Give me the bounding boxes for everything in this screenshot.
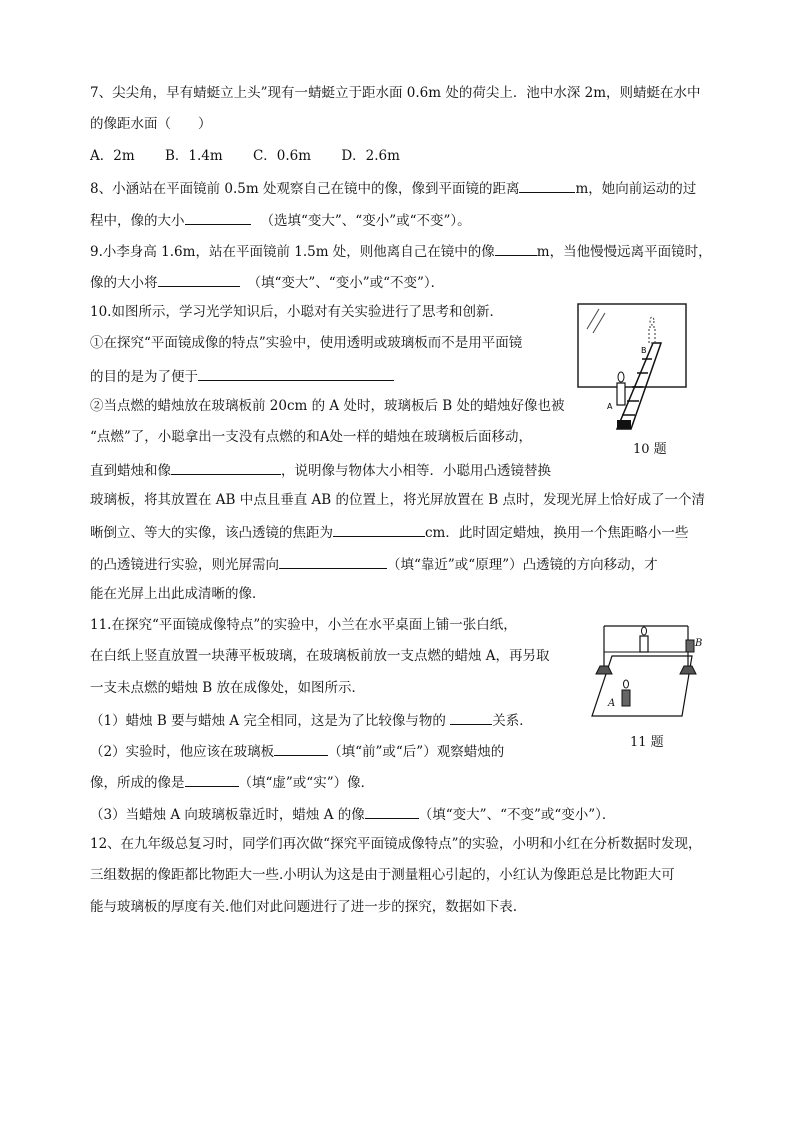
q11-blank-relation[interactable] — [450, 710, 492, 725]
figure-11-caption: 11 题 — [630, 735, 664, 750]
figure-10 — [577, 303, 687, 437]
q7-option-b[interactable]: B．1.4m — [164, 148, 223, 164]
q9-blank-distance[interactable] — [495, 241, 537, 256]
q11-part-2-line-1: （2）实验时，他应该在玻璃板 （填“前”或“后”）观察蜡烛的 — [90, 741, 504, 761]
q11-line-2: 在白纸上竖直放置一块薄平板玻璃，在玻璃板前放一支点燃的蜡烛 A，再另取 — [90, 648, 550, 664]
q10-blank-purpose[interactable] — [198, 366, 394, 381]
q10-line-5: “点燃”了，小聪拿出一支没有点燃的和A处一样的蜡烛在玻璃板后面移动， — [90, 429, 533, 445]
q10-blank-coincide[interactable] — [171, 460, 281, 475]
q11-blank-image-type[interactable] — [185, 772, 239, 787]
q12-line-3: 能与玻璃板的厚度有关.他们对此问题进行了进一步的探究，数据如下表. — [90, 899, 518, 915]
q11-part-2-line-2: 像，所成的像是 （填“虚”或“实”）像． — [90, 772, 374, 792]
q10-line-4: ②当点燃的蜡烛放在玻璃板前 20cm 的 A 处时，玻璃板后 B 处的蜡烛好像也被 — [90, 398, 565, 414]
q7-line-2: 的像距水面（ ） — [90, 116, 212, 132]
q10-line-8: 晰倒立、等大的实像，该凸透镜的焦距为 cm．此时固定蜡烛，换用一个焦距略小一些 — [90, 522, 688, 542]
q8-line-1: 8、小涵站在平面镜前 0.5m 处观察自己在镜中的像，像到平面镜的距离 m，她向前运动的过 — [90, 178, 696, 198]
q12-line-1: 12、在九年级总复习时，同学们再次做“探究平面镜成像特点”的实验，小明和小红在分析数据时发现， — [90, 836, 702, 852]
q10-line-6: 直到蜡烛和像 ，说明像与物体大小相等．小聪用凸透镜替换 — [90, 460, 551, 480]
figure-11-label-b: B — [695, 638, 703, 649]
svg-text:A: A — [607, 402, 613, 411]
q12-line-2: 三组数据的像距都比物距大一些.小明认为这是由于测量粗心引起的，小红认为像距总是比物距大可 — [90, 867, 675, 883]
q11-part-1: （1）蜡烛 B 要与蜡烛 A 完全相同，这是为了比较像与物的 关系． — [90, 710, 533, 730]
q11-blank-observe-side[interactable] — [274, 741, 328, 756]
q7-options — [90, 147, 400, 165]
q10-line-7: 玻璃板，将其放置在 AB 中点且垂直 AB 的位置上，将光屏放置在 B 点时，发现光屏上恰好成了一个清 — [90, 492, 706, 508]
q8-line-2: 程中，像的大小 （选填“变大”、“变小”或“不变”）。 — [90, 210, 471, 230]
figure-11-label-a: A — [608, 698, 616, 709]
q7-option-c[interactable]: C．0.6m — [252, 148, 312, 164]
svg-text:B: B — [641, 346, 647, 355]
q10-line-10: 能在光屏上出此成清晰的像． — [90, 586, 266, 602]
q10-line-9: 的凸透镜进行实验，则光屏需向 （填“靠近”或“原理”）凸透镜的方向移动，才 — [90, 554, 658, 574]
q11-part-3: （3）当蜡烛 A 向玻璃板靠近时，蜡烛 A 的像 （填“变大”、“不变”或“变小”）． — [90, 804, 615, 824]
q9-blank-size[interactable] — [158, 272, 240, 287]
q11-blank-image-size[interactable] — [365, 804, 419, 819]
q9-line-1: 9.小李身高 1.6m，站在平面镜前 1.5m 处，则他离自己在镜中的像 m，当他慢慢远离平面镜时， — [90, 241, 712, 261]
q7-option-a[interactable]: A．2m — [90, 148, 135, 164]
q7-line-1: 7、尖尖角，早有蜻蜓立上头”现有一蜻蜓立于距水面 0.6m 处的荷尖上．池中水深 2m，则蜻蜓在水中 — [90, 85, 701, 101]
q7-option-d[interactable]: D．2.6m — [341, 148, 400, 164]
q11-line-3: 一支未点燃的蜡烛 B 放在成像处，如图所示． — [90, 680, 366, 696]
q8-blank-size[interactable] — [185, 210, 251, 225]
q10-blank-focal-length[interactable] — [333, 522, 425, 537]
q8-blank-distance[interactable] — [519, 178, 575, 193]
q10-blank-direction[interactable] — [279, 554, 387, 569]
q9-line-2: 像的大小将 （填“变大”、“变小”或“不变”）． — [90, 272, 444, 292]
q10-line-3: 的目的是为了便于 — [90, 366, 394, 386]
q11-line-1: 11.在探究“平面镜成像特点”的实验中，小兰在水平桌面上铺一张白纸， — [90, 617, 517, 633]
figure-10-drawing — [577, 303, 687, 433]
figure-10-caption: 10 题 — [633, 442, 667, 457]
q10-line-1: 10.如图所示，学习光学知识后，小聪对有关实验进行了思考和创新． — [90, 304, 503, 320]
figure-11 — [590, 614, 706, 722]
q10-line-2: ①在探究“平面镜成像的特点”实验中，使用透明或玻璃板而不是用平面镜 — [90, 335, 523, 351]
